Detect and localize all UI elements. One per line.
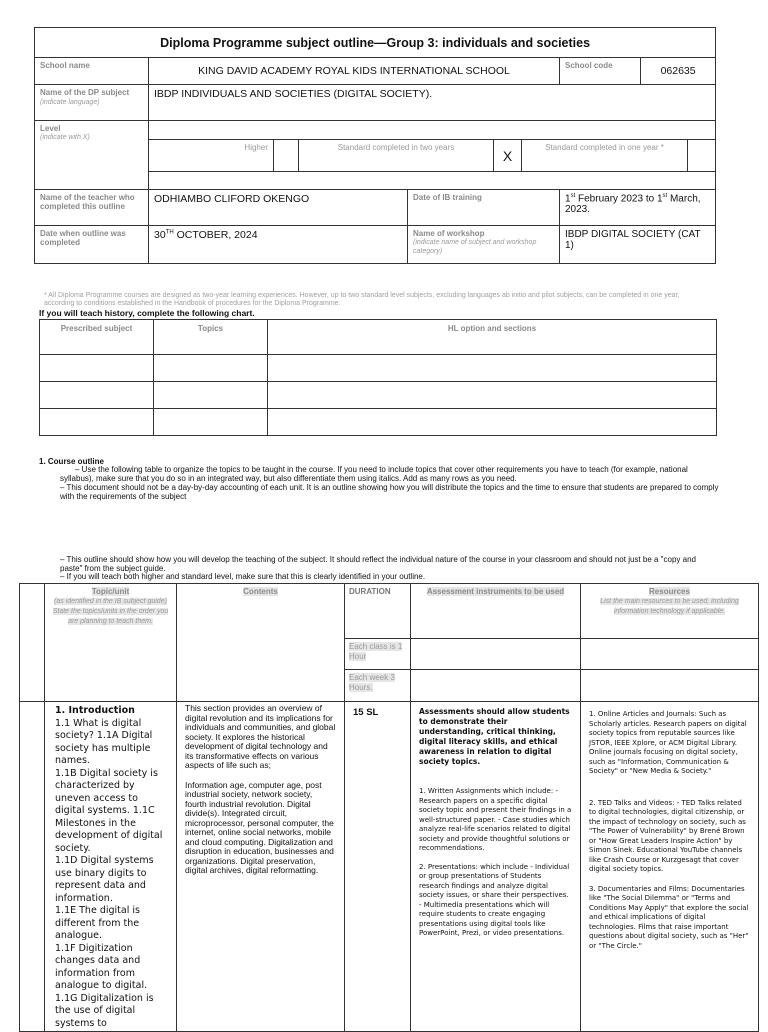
two-years-label: Standard completed in two years [299, 140, 494, 172]
assessment-header-cell [411, 584, 581, 639]
history-cell[interactable] [154, 409, 268, 436]
school-name-label: School name [35, 58, 149, 85]
resources-subheader: List the main resources to be used, including information technology if applicable. [600, 598, 739, 615]
topic-line: 1.1 What is digital society? 1.1A Digital society has multiple names. [55, 717, 153, 766]
header-form [34, 27, 716, 264]
assessment-cell [411, 702, 581, 1032]
resources-cell [581, 702, 759, 1032]
resources-articles: 1. Online Articles and Journals: Such as Scholarly articles. Research papers on digital society topics from reputable sources like JSTOR, IEEE Xplore, or ACM Digital Library. Online journals focusing on digital society, such as "Information, Communication & Society" or "New Media & Society." [589, 710, 747, 775]
history-table [39, 319, 717, 436]
resources-header: Resources [649, 587, 690, 596]
higher-box[interactable] [274, 140, 299, 172]
history-cell[interactable] [40, 382, 154, 409]
course-margin-cell [20, 584, 45, 702]
dp-subject-label: Name of the DP subject [40, 88, 130, 97]
duration-cell: 15 SL [345, 702, 411, 1032]
one-year-label: Standard completed in one year * [522, 140, 688, 172]
course-outline-title: 1. Course outline [39, 457, 104, 466]
history-cell[interactable] [154, 382, 268, 409]
topic-line: 1.1F Digitization changes data and information from analogue to digital. [55, 942, 148, 991]
course-table [19, 583, 759, 1032]
topic-line: 1.1G Digitalization is the use of digital systems to [55, 992, 154, 1029]
two-years-mark[interactable]: X [494, 140, 522, 172]
history-cell[interactable] [268, 382, 717, 409]
topic-line: 1.1B Digital society is characterized by uneven access to digital systems. 1.1C Milestones in the development of digital society. [55, 767, 163, 854]
history-cell[interactable] [154, 355, 268, 382]
topic-cell [45, 702, 177, 1032]
contents-intro: This section provides an overview of digital revolution and its implications for individuals and communities, and global society. It explores the historical development of digital technology and its transformative effects on various aspects of life such as; [185, 703, 336, 770]
each-week: Each week 3 Hours. [349, 673, 395, 692]
workshop-name: IBDP DIGITAL SOCIETY (CAT 1) [560, 226, 716, 264]
topic-header-cell [45, 584, 177, 702]
higher-label: Higher [149, 140, 274, 172]
assessment-spacer-1 [411, 639, 581, 670]
each-class-cell [345, 639, 411, 670]
history-cell[interactable] [268, 355, 717, 382]
workshop-sub: (indicate name of subject and workshop category) [413, 239, 537, 255]
dp-subject-label-cell [35, 85, 149, 121]
topic-header: Topic/unit [91, 587, 130, 596]
history-col-topics: Topics [154, 320, 268, 355]
topic-line: 1.1E The digital is different from the analogue. [55, 905, 140, 941]
each-week-cell [345, 670, 411, 702]
history-cell[interactable] [40, 409, 154, 436]
assessment-header: Assessment instruments to be used [426, 587, 565, 596]
course-margin-cell [20, 702, 45, 1032]
level-sub: (indicate with X) [40, 134, 90, 141]
ib-training-date: 1st February 2023 to 1st March, 2023. [560, 190, 716, 226]
outline-bullet-3: – This outline should show how you will develop the teaching of the subject. It should reflect the individual nature of the course in your classroom and should not just be a "copy and paste" from the subject guide. [60, 555, 696, 573]
completed-label: Date when outline was completed [35, 226, 149, 264]
contents-header: Contents [243, 587, 278, 596]
topic-line: 1.1D Digital systems use binary digits to represent data and information. [55, 855, 154, 904]
footnote-2: according to conditions established in the Handbook of procedures for the Diploma Programme. [44, 300, 341, 307]
resources-header-cell [581, 584, 759, 639]
level-spacer-top [149, 121, 716, 140]
school-name: KING DAVID ACADEMY ROYAL KIDS INTERNATIONAL SCHOOL [149, 58, 560, 85]
assessment-spacer-2 [411, 670, 581, 702]
outline-bullet-1: – Use the following table to organize the topics to be taught in the course. If you need to include topics that cover other requirements you have to teach (for example, national syllabus), make sure that you do so in an integrated way, but also differentiate them using italics. Add as many rows as you need. [60, 465, 688, 483]
contents-list: Information age, computer age, post industrial society, network society, fourth industrial revolution. Digital divide(s). Integrated circuit, microprocessor, personal computer, the internet, online social networks, mobile and cloud computing. Digitalization and disruption in education, businesses and organizations. Digital preservation, digital archives, digital reformatting. [185, 779, 334, 875]
each-class: Each class is 1 Hour [349, 642, 403, 661]
dp-subject: IBDP INDIVIDUALS AND SOCIETIES (DIGITAL SOCIETY). [149, 85, 716, 121]
assessment-intro: Assessments should allow students to demonstrate their understanding, critical thinking, digital literacy skills, and ethical awareness in relation to digital society topics. [419, 707, 570, 766]
history-cell[interactable] [268, 409, 717, 436]
outline-bullet-2: – This document should not be a day-by-day accounting of each unit. It is an outline showing how you will distribute the topics and the time to ensure that students are prepared to comply with the requirements of the subject [60, 483, 719, 501]
school-code-label: School code [560, 58, 641, 85]
assessment-presentations: 2. Presentations: which include - Individual or group presentations of Students research findings and analyze digital society issues, or share their perspectives. - Multimedia presentations which will require students to create engaging presentations using digital tools like PowerPoint, Prezi, or video presentations. [419, 862, 570, 937]
resources-spacer-2 [581, 670, 759, 702]
level-label: Level [40, 124, 61, 133]
resources-docs: 3. Documentaries and Films: Documentaries like "The Social Dilemma" or "Terms and Conditions May Apply" that explore the social and ethical implications of digital technologies. Films that raise important questions about digital society, such as "Her" or "The Circle." [589, 884, 749, 950]
completed-date: 30TH OCTOBER, 2024 [149, 226, 408, 264]
topic-subheader: (as identified in the IB subject guide) State the topics/units in the order you are planning to teach them. [52, 598, 169, 625]
level-label-cell [35, 121, 149, 190]
history-cell[interactable] [40, 355, 154, 382]
outline-bullet-4: – If you will teach both higher and standard level, make sure that this is clearly identified in your outline. [60, 572, 426, 581]
history-col-hl: HL option and sections [268, 320, 717, 355]
footnote-1: * All Diploma Programme courses are designed as two-year learning experiences. However, up to two standard level subjects, excluding languages ab initio and pilot subjects, can be completed in one year, [44, 292, 680, 299]
dp-subject-sub: (indicate language) [40, 99, 100, 106]
resources-ted: 2. TED Talks and Videos: - TED Talks related to digital technologies, digital citizenship, or the impact of technology on society, such as "The Power of Vulnerability" by Brené Brown or "How Great Leaders Inspire Action" by Simon Sinek. Educational YouTube channels like Crash Course or Kurzgesagt that cover digital society topics. [589, 798, 746, 873]
history-note: If you will teach history, complete the following chart. [39, 308, 255, 318]
school-code: 062635 [641, 58, 716, 85]
topic-line: 1. Introduction [55, 705, 135, 716]
workshop-label: Name of workshop [413, 229, 485, 238]
teacher-name: ODHIAMBO CLIFORD OKENGO [149, 190, 408, 226]
teacher-label: Name of the teacher who completed this outline [35, 190, 149, 226]
workshop-label-cell [408, 226, 560, 264]
ib-training-label: Date of IB training [408, 190, 560, 226]
level-spacer-bottom [149, 172, 716, 190]
page-title: Diploma Programme subject outline—Group 3: individuals and societies [35, 28, 716, 58]
one-year-box[interactable] [688, 140, 716, 172]
duration-header: DURATION [345, 584, 411, 639]
history-col-prescribed: Prescribed subject [40, 320, 154, 355]
contents-cell [177, 702, 345, 1032]
contents-header-cell [177, 584, 345, 702]
assessment-written: 1. Written Assignments which include: - Research papers on a specific digital society topic and present their findings in a well-structured paper. - Case studies which analyze real-life scenarios related to digital society and provide thoughtful solutions or recommendations. [419, 787, 572, 852]
resources-spacer-1 [581, 639, 759, 670]
